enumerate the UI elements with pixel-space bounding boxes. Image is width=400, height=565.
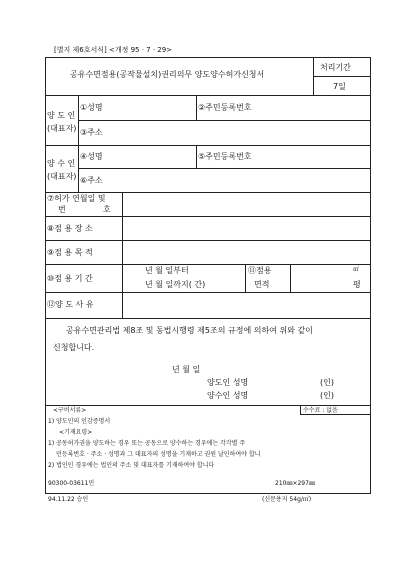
fee-label: 수수료 : 없음 <box>303 407 338 414</box>
permit-label-b: 호 <box>103 205 111 214</box>
border-top <box>45 57 371 58</box>
transferor-name-label: ①성명 <box>80 103 103 112</box>
purpose-label: ⑨점 용 목 적 <box>47 248 93 257</box>
location-divider <box>45 240 371 241</box>
area-right <box>290 264 291 292</box>
doc-item-1: 1) 양도인의 인감증명서 <box>48 418 111 425</box>
processing-value: 7일 <box>333 82 346 91</box>
form-code: 90300-03611민 <box>48 480 95 487</box>
declaration-divider <box>45 405 371 406</box>
processing-divider <box>313 76 371 77</box>
area-label-b: 면적 <box>254 280 270 289</box>
title-divider <box>45 95 371 96</box>
permit-divider <box>45 216 371 217</box>
border-right <box>370 57 371 493</box>
period-from: 년 월 일부터 <box>145 266 189 275</box>
transferor-sign-label: 양도인 성명 <box>207 378 249 387</box>
note-1-line-1: 1) 공동허가권을 양도하는 경우 또는 공동으로 양수하는 경우에는 각각별 주 <box>48 440 246 447</box>
transferor-id-divider <box>196 95 197 120</box>
notes-heading: <기재요령> <box>59 429 93 436</box>
period-to: 년 월 일까지( 간) <box>145 280 206 289</box>
docs-heading: <구비서류> <box>53 407 87 414</box>
paper-weight: (신문용지 54g/㎡) <box>262 496 312 503</box>
transferee-divider <box>45 192 371 193</box>
reason-label: ⑫양 도 사 유 <box>47 300 94 309</box>
location-label: ⑧점 용 장 소 <box>47 224 93 233</box>
transferee-label: 양 수 인 <box>47 159 76 168</box>
declaration-text-2: 신청합니다. <box>53 343 95 352</box>
transferor-label: 양 도 인 <box>47 111 76 120</box>
border-left <box>45 57 46 493</box>
area-label-a: ⑪점용 <box>248 266 272 275</box>
note-2: 2) 법인인 경우에는 법인의 주소 및 대표자를 기재하여야 합니다 <box>48 462 215 469</box>
processing-left <box>313 57 314 95</box>
transferor-seal: (인) <box>320 378 334 387</box>
transferor-divider <box>45 145 371 146</box>
transferor-inner-divider <box>78 120 371 121</box>
transferee-rep-label: (대표자) <box>47 172 77 181</box>
paper-size: 210㎜×297㎜ <box>275 480 315 487</box>
transferor-address-label: ③주소 <box>80 128 103 137</box>
transferee-address-label: ⑥주소 <box>80 176 103 185</box>
permit-label-a: 번 <box>58 205 66 214</box>
permit-label: ⑦허가 연월일 및 <box>47 194 106 203</box>
transferee-id-divider <box>196 145 197 168</box>
approval-date: 94.11.22 승인 <box>48 496 89 503</box>
unit-sqm: ㎡ <box>353 266 360 273</box>
processing-label: 처리기간 <box>320 63 351 72</box>
transferor-id-label: ②주민등록번호 <box>198 103 252 112</box>
transferee-inner-divider <box>78 168 371 169</box>
fee-box-left <box>300 405 301 414</box>
fee-box-bottom <box>300 414 371 415</box>
transferee-id-label: ⑤주민등록번호 <box>198 152 252 161</box>
declaration-date: 년 월 일 <box>172 365 201 374</box>
unit-pyeong: 평 <box>353 280 361 289</box>
purpose-divider <box>45 264 371 265</box>
wide-label-divider <box>122 192 123 318</box>
form-title: 공유수면점용(공작물설치)권리의무 양도양수허가신청서 <box>70 70 265 79</box>
label-col-divider <box>78 95 79 192</box>
transferee-name-label: ④성명 <box>80 152 103 161</box>
transferee-sign-label: 양수인 성명 <box>207 391 249 400</box>
border-bottom <box>45 493 371 494</box>
reason-divider <box>45 318 371 319</box>
form-number: [별지 제6호서식] <개정 95 · 7 · 29> <box>54 46 173 54</box>
period-label: ⑩점 용 기 간 <box>47 274 93 283</box>
declaration-text-1: 공유수면관리법 제8조 및 동법시행령 제5조의 규정에 의하여 위와 같이 <box>66 326 313 335</box>
transferor-rep-label: (대표자) <box>47 124 77 133</box>
area-left <box>245 264 246 292</box>
period-divider <box>45 292 371 293</box>
transferee-seal: (인) <box>320 391 334 400</box>
note-1-line-2: 민등록번호 · 주소 · 성명과 그 대표자의 성명을 기재하고 권원 날인하여야 합니 <box>56 451 261 458</box>
